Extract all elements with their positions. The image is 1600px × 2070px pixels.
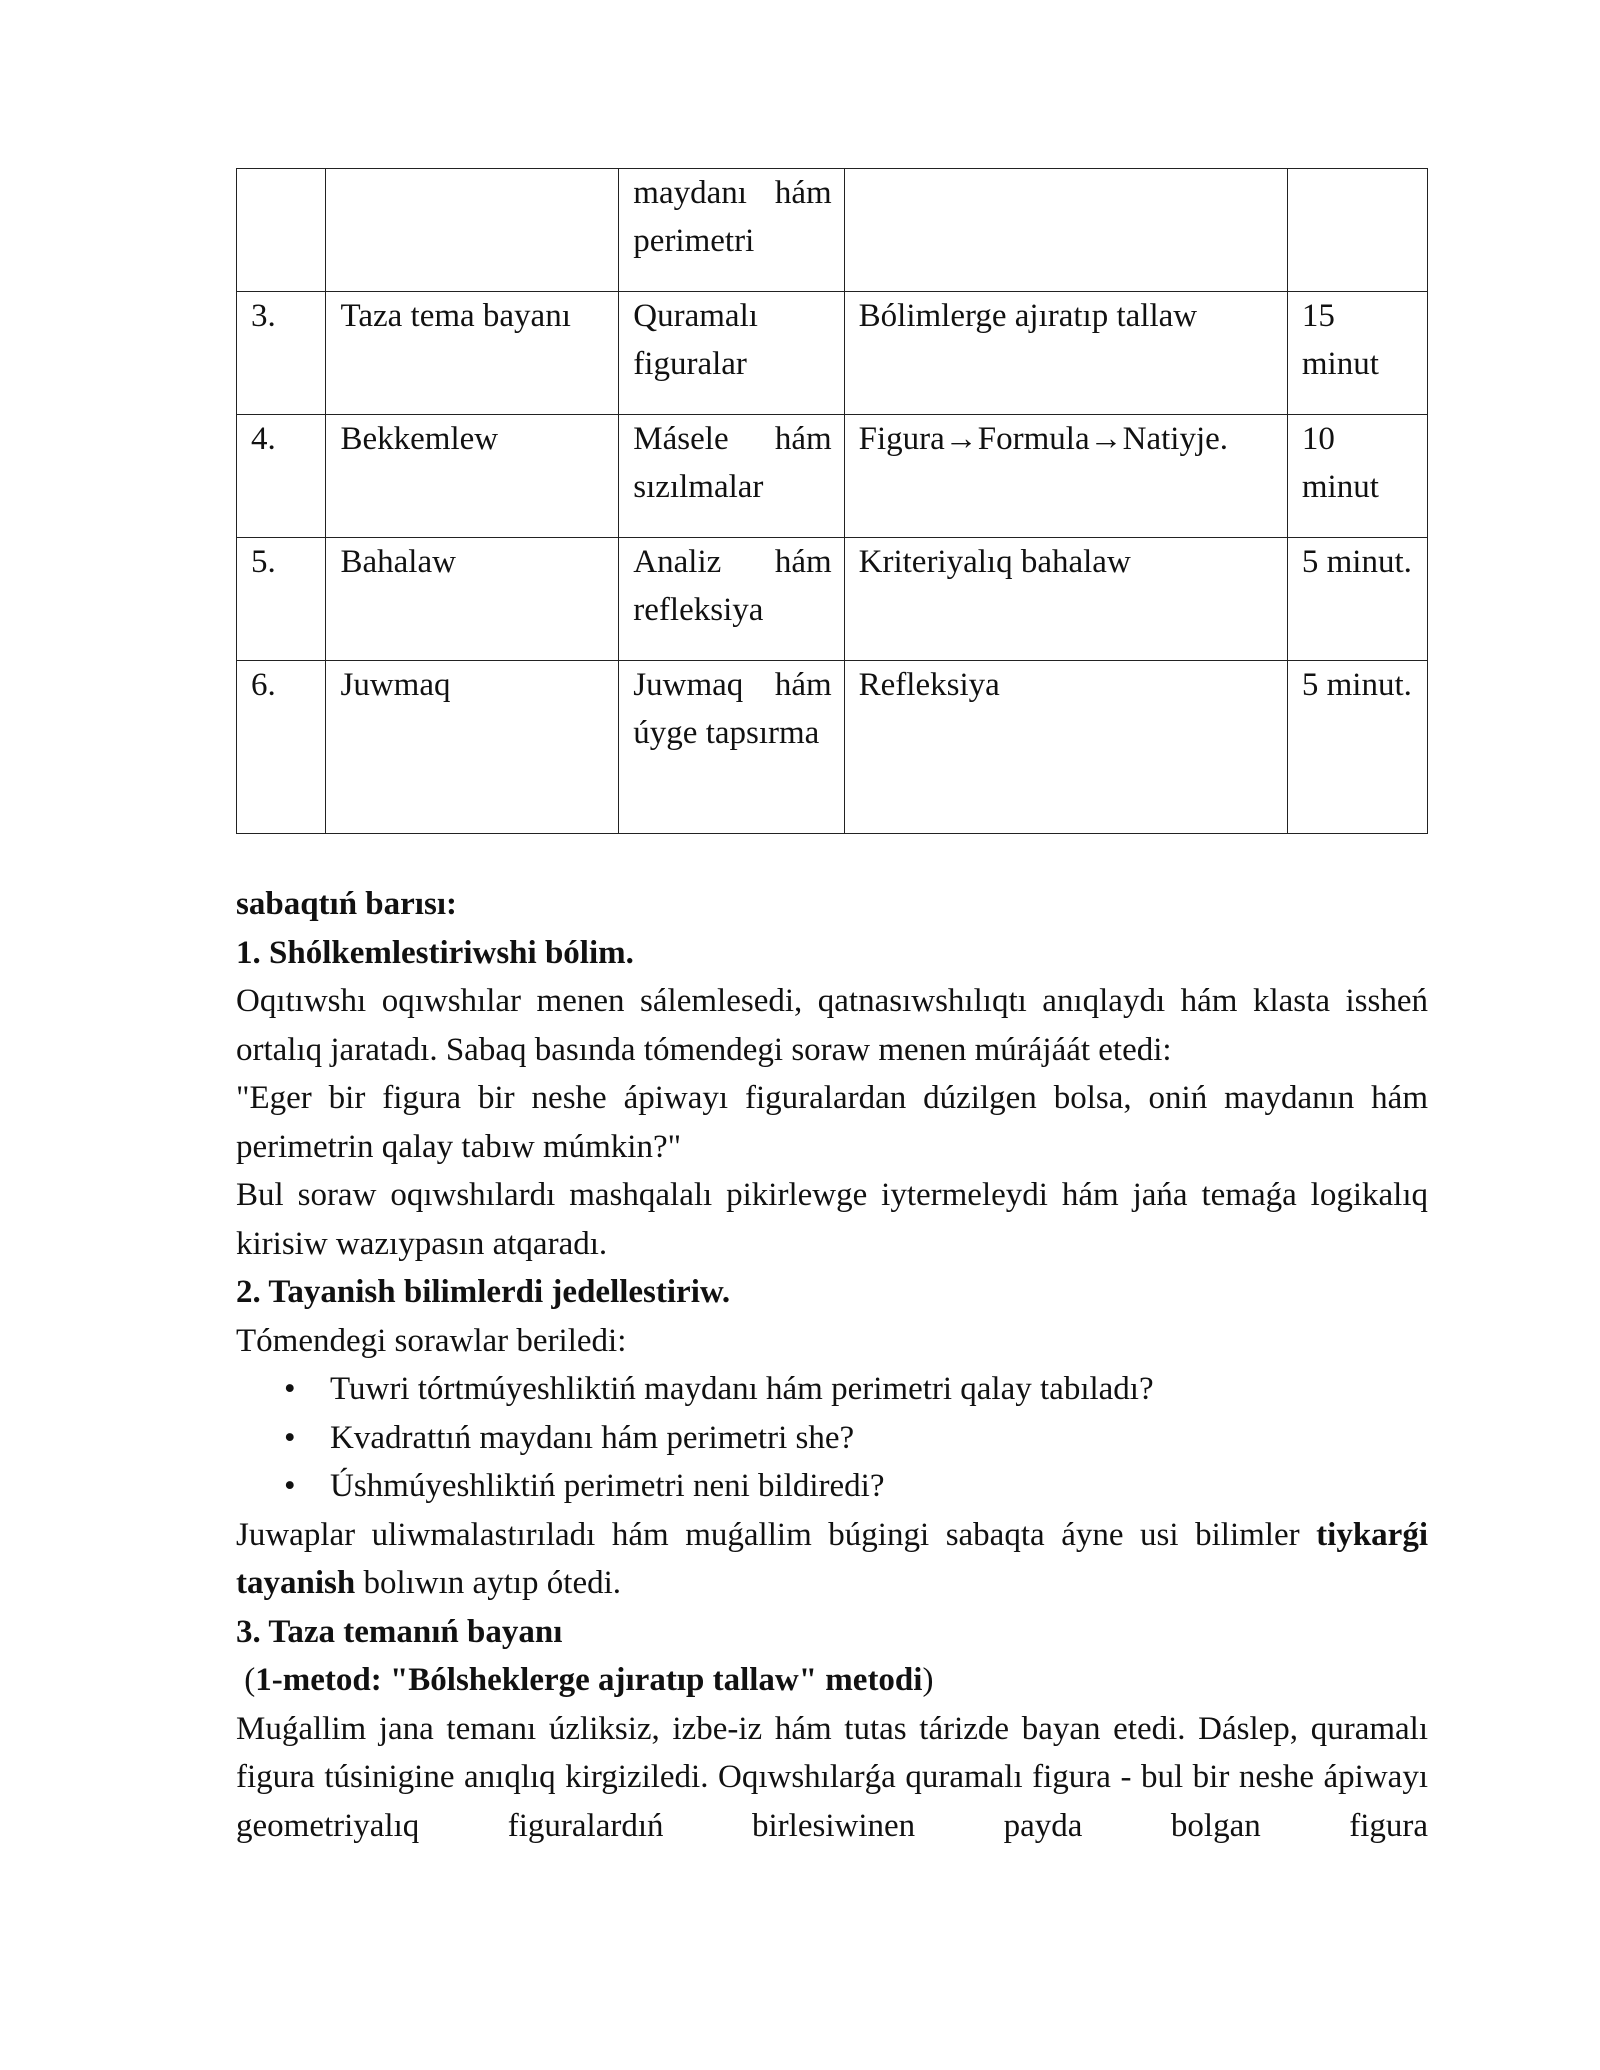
bullet-icon: •	[284, 1419, 296, 1456]
lesson-plan-table	[236, 168, 1428, 834]
cell-stage: Bahalaw	[326, 538, 619, 661]
cell-time	[1287, 169, 1427, 292]
question-text: Tuwri tórtmúyeshliktiń maydanı hám perimetri qalay tabıladı?	[330, 1371, 1154, 1407]
cell-stage: Bekkemlew	[326, 415, 619, 538]
bullet-icon: •	[284, 1371, 296, 1407]
list-item	[284, 1365, 1428, 1414]
section-1-paragraph: Oqıtıwshı oqıwshılar menen sálemlesedi, qatnasıwshılıqtı anıqlaydı hám klasta issheń ortalıq jaratadı. Sabaq basında tómendegi soraw menen múrájáát etedi:	[236, 983, 1428, 1068]
section-3-title: 3. Taza temanıń bayanı	[236, 1613, 563, 1650]
cell-time: 15 minut	[1287, 292, 1427, 415]
cell-method: Bólimlerge ajıratıp tallaw	[844, 292, 1287, 415]
lesson-heading: sabaqtıń barısı:	[236, 886, 457, 922]
cell-number: 5.	[237, 538, 326, 661]
section-1-title: 1. Shólkemlestiriwshi bólim.	[236, 934, 634, 971]
cell-topic: Analiz hám refleksiya	[619, 538, 844, 661]
cell-method: Figura→Formula→Natiyje.	[844, 415, 1287, 538]
section-2-bold-term: tiykarǵi tayanish	[236, 1516, 1428, 1601]
cell-stage: Taza tema bayanı	[326, 292, 619, 415]
section-2-title: 2. Tayanish bilimlerdi jedellestiriw.	[236, 1274, 731, 1310]
cell-method	[844, 169, 1287, 292]
section-2-intro: Tómendegi sorawlar beriledi:	[236, 1322, 627, 1359]
cell-stage	[326, 169, 619, 292]
method-paren-open: (	[236, 1662, 256, 1698]
cell-time: 5 minut.	[1287, 661, 1427, 834]
cell-number: 4.	[237, 415, 326, 538]
cell-number: 3.	[237, 292, 326, 415]
question-list	[236, 1365, 1428, 1511]
method-title: 1-metod: "Bólsheklerge ajıratıp tallaw" metodi	[255, 1662, 923, 1698]
section-1-quote: "Eger bir figura bir neshe ápiwayı figuralardan dúzilgen bolsa, oniń maydanın hám perimetrin qalay tabıw múmkin?"	[236, 1080, 1428, 1165]
table-row	[237, 292, 1428, 415]
table-row	[237, 661, 1428, 834]
table-row	[237, 538, 1428, 661]
section-2-text-before: Juwaplar uliwmalastırıladı hám muǵallim búgingi sabaqta áyne usi bilimler	[236, 1516, 1317, 1553]
cell-method: Refleksiya	[844, 661, 1287, 834]
cell-stage: Juwmaq	[326, 661, 619, 834]
cell-topic: Juwmaq hám úyge tapsırma	[619, 661, 844, 834]
section-2-text-after: bolıwın aytıp ótedi.	[355, 1565, 622, 1601]
cell-time: 5 minut.	[1287, 538, 1427, 661]
cell-topic: Másele hám sızılmalar	[619, 415, 844, 538]
bullet-icon: •	[284, 1468, 296, 1504]
cell-number: 6.	[237, 661, 326, 834]
question-text: Úshmúyeshliktiń perimetri neni bildiredi?	[330, 1468, 885, 1504]
cell-method: Kriteriyalıq bahalaw	[844, 538, 1287, 661]
section-3-paragraph: Muǵallim jana temanı úzliksiz, izbe-iz hám tutas tárizde bayan etedi. Dáslep, quramalı figura túsinigine anıqlıq kirgiziledi. Oqıwshılarǵa quramalı figura - bul bir neshe ápiwayı geometriyalıq figuralardıń birlesiwinen payda bolgan figura	[236, 1710, 1428, 1844]
cell-time: 10 minut	[1287, 415, 1427, 538]
section-1-paragraph-2: Bul soraw oqıwshılardı mashqalalı pikirlewge iytermeleydi hám jańa temaǵa logikalıq kirisiw wazıypasın atqaradı.	[236, 1177, 1428, 1262]
list-item	[284, 1462, 1428, 1511]
table-row	[237, 169, 1428, 292]
lesson-body	[236, 880, 1428, 1850]
cell-topic: maydanı hám perimetri	[619, 169, 844, 292]
list-item	[284, 1414, 1428, 1463]
cell-number	[237, 169, 326, 292]
cell-topic: Quramalı figuralar	[619, 292, 844, 415]
section-2-paragraph	[236, 1511, 1428, 1608]
method-paren-close: )	[922, 1662, 934, 1698]
question-text: Kvadrattıń maydanı hám perimetri she?	[330, 1419, 855, 1456]
table-row	[237, 415, 1428, 538]
section-3-method-line	[236, 1656, 1428, 1705]
document-page	[236, 168, 1428, 1850]
